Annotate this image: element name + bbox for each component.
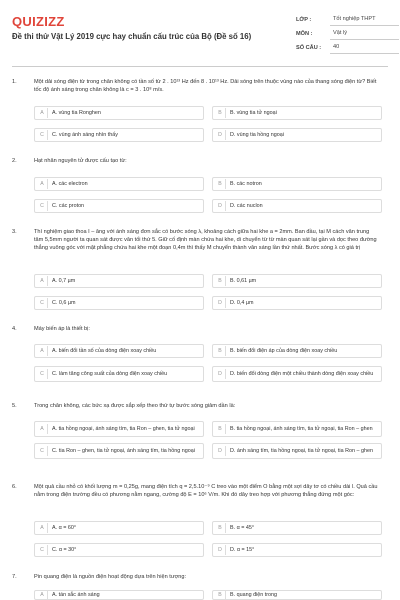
option-d[interactable]: [212, 543, 382, 557]
option-letter: A: [37, 523, 48, 533]
question-text: Hạt nhân nguyên tử được cấu tạo từ:: [34, 158, 127, 164]
question-3: [12, 228, 392, 252]
question-5: [12, 402, 392, 410]
option-d[interactable]: [212, 443, 382, 459]
option-text: A. α = 60°: [52, 524, 77, 531]
question-7: [12, 573, 392, 581]
option-letter: C: [37, 446, 48, 456]
option-b[interactable]: [212, 274, 382, 288]
question-1: [12, 78, 392, 94]
option-letter: B: [215, 346, 226, 356]
option-letter: D: [215, 545, 226, 555]
option-letter: A: [37, 108, 48, 118]
option-text: C. α = 30°: [52, 546, 77, 553]
option-letter: D: [215, 446, 226, 456]
option-letter: A: [37, 424, 48, 434]
meta-value: Vật lý: [330, 28, 399, 40]
meta-label: SỐ CÂU :: [296, 45, 322, 51]
option-text: D. vùng tia hồng ngoại: [230, 131, 284, 138]
option-text: D. ánh sáng tím, tia hồng ngoại, tia tử ngoại, tia Ron – ghen: [230, 447, 373, 454]
meta-row-count: [296, 41, 399, 55]
option-letter: D: [215, 201, 226, 211]
option-c[interactable]: [34, 296, 204, 310]
option-a[interactable]: [34, 274, 204, 288]
question-text: Thí nghiệm giao thoa I – âng với ánh sáng đơn sắc có bước sóng λ, khoảng cách giữa hai khe a = 2mm. Ban đầu, tại M cách vân trung tâm 5,5mm người ta quan sát được vân tối thứ 5. Giữ cố định màn chứa hai khe, di chuyển từ từ màn quan sát lại gần và dọc theo đường thẳng vuông góc với mặt phẳng chứa hai khe một đoạn 0,4m thì thấy M chuyển thành vân sáng lần thứ nhất. Bước sóng λ có giá trị: [34, 229, 377, 251]
option-text: A. tán sắc ánh sáng: [52, 591, 100, 598]
option-b[interactable]: [212, 421, 382, 437]
quiz-title: Đề thi thử Vật Lý 2019 cực hay chuẩn cấu trúc của Bộ (Đề số 16): [12, 32, 252, 41]
option-text: A. biến đổi tần số của dòng điện xoay chiều: [52, 347, 157, 354]
question-number: 6.: [12, 484, 17, 490]
question-text: Một dải sóng điện từ trong chân không có tần số từ 2 . 10¹³ Hz đến 8 . 10¹³ Hz. Dải sóng trên thuộc vùng nào của thang sóng điện từ? Biết tốc độ ánh sáng trong chân không là c = 3 . 10⁸ m/s.: [34, 79, 377, 93]
option-letter: B: [215, 276, 226, 286]
option-letter: A: [37, 590, 48, 600]
option-b[interactable]: [212, 106, 382, 120]
option-b[interactable]: [212, 344, 382, 358]
quizizz-logo: QUIZIZZ: [12, 14, 65, 29]
option-letter: C: [37, 201, 48, 211]
meta-row-subject: [296, 27, 399, 41]
option-a[interactable]: [34, 177, 204, 191]
option-c[interactable]: [34, 366, 204, 382]
option-letter: A: [37, 276, 48, 286]
meta-value: Tốt nghiệp THPT: [330, 14, 399, 26]
option-letter: C: [37, 545, 48, 555]
question-6: [12, 483, 392, 499]
option-d[interactable]: [212, 199, 382, 213]
option-text: B. tia hồng ngoại, ánh sáng tím, tia tử ngoại, tia Ron – ghen: [230, 425, 373, 432]
option-a[interactable]: [34, 421, 204, 437]
option-letter: A: [37, 346, 48, 356]
option-d[interactable]: [212, 296, 382, 310]
option-letter: C: [37, 298, 48, 308]
option-c[interactable]: [34, 199, 204, 213]
option-text: D. biến đổi dòng điện một chiều thành dòng điện xoay chiều: [230, 370, 374, 377]
question-text: Trong chân không, các bức xạ được sắp xếp theo thứ tự bước sóng giảm dần là:: [34, 403, 236, 409]
option-letter: D: [215, 130, 226, 140]
meta-label: LỚP :: [296, 17, 312, 23]
quiz-meta: [296, 13, 399, 55]
option-text: D. α = 15°: [230, 546, 255, 553]
option-text: D. các nuclon: [230, 202, 263, 209]
option-letter: A: [37, 179, 48, 189]
option-text: C. tia Ron – ghen, tia tử ngoại, ánh sáng tím, tia hồng ngoại: [52, 447, 195, 454]
option-letter: B: [215, 108, 226, 118]
header-divider: [12, 66, 388, 67]
option-b[interactable]: [212, 590, 382, 600]
question-2: [12, 157, 392, 165]
option-text: C. 0,6 µm: [52, 299, 76, 306]
question-number: 7.: [12, 574, 17, 580]
option-text: C. các proton: [52, 202, 85, 209]
option-d[interactable]: [212, 366, 382, 382]
option-text: C. vùng ánh sáng nhìn thấy: [52, 131, 118, 138]
option-letter: B: [215, 424, 226, 434]
option-text: B. α = 45°: [230, 524, 255, 531]
option-a[interactable]: [34, 521, 204, 535]
option-letter: B: [215, 523, 226, 533]
question-number: 5.: [12, 403, 17, 409]
option-a[interactable]: [34, 344, 204, 358]
option-b[interactable]: [212, 521, 382, 535]
option-text: A. 0,7 µm: [52, 277, 76, 284]
question-text: Pin quang điện là nguồn điện hoạt động dựa trên hiện tượng:: [34, 574, 187, 580]
option-c[interactable]: [34, 543, 204, 557]
option-a[interactable]: [34, 106, 204, 120]
option-c[interactable]: [34, 443, 204, 459]
question-number: 1.: [12, 79, 17, 85]
meta-value: 40: [330, 42, 399, 54]
question-number: 2.: [12, 158, 17, 164]
question-number: 4.: [12, 326, 17, 332]
question-text: Một quả cầu nhỏ có khối lượng m = 0,25g, mang điện tích q = 2,5.10⁻⁹ C treo vào một điểm O bằng một sợi dây tơ có chiều dài l. Quả cầu nằm trong điện trường đều có phương nằm ngang, cường độ E = 10⁶ V/m. Khi đó dây treo hợp với phương thẳng đứng một góc:: [34, 484, 378, 498]
option-text: B. các notron: [230, 180, 262, 187]
meta-label: MÔN :: [296, 31, 313, 37]
option-d[interactable]: [212, 128, 382, 142]
option-letter: C: [37, 130, 48, 140]
option-letter: D: [215, 298, 226, 308]
option-text: B. vùng tia tử ngoại: [230, 109, 277, 116]
option-text: B. 0,61 µm: [230, 277, 257, 284]
question-4: [12, 325, 392, 333]
option-letter: B: [215, 179, 226, 189]
question-number: 3.: [12, 229, 17, 235]
option-text: D. 0,4 µm: [230, 299, 254, 306]
option-text: A. các electron: [52, 180, 88, 187]
option-b[interactable]: [212, 177, 382, 191]
option-a[interactable]: [34, 590, 204, 600]
option-text: A. vùng tia Ronghen: [52, 109, 101, 116]
option-letter: D: [215, 369, 226, 379]
option-letter: C: [37, 369, 48, 379]
meta-row-class: [296, 13, 399, 27]
option-text: B. quang điện trong: [230, 591, 278, 598]
option-c[interactable]: [34, 128, 204, 142]
option-text: C. làm tăng công suất của dòng điện xoay chiều: [52, 370, 168, 377]
option-text: A. tia hồng ngoại, ánh sáng tím, tia Ron – ghen, tia tử ngoại: [52, 425, 195, 432]
option-letter: B: [215, 590, 226, 600]
question-text: Máy biến áp là thiết bị:: [34, 326, 90, 332]
option-text: B. biến đổi điện áp của dòng điện xoay chiều: [230, 347, 338, 354]
